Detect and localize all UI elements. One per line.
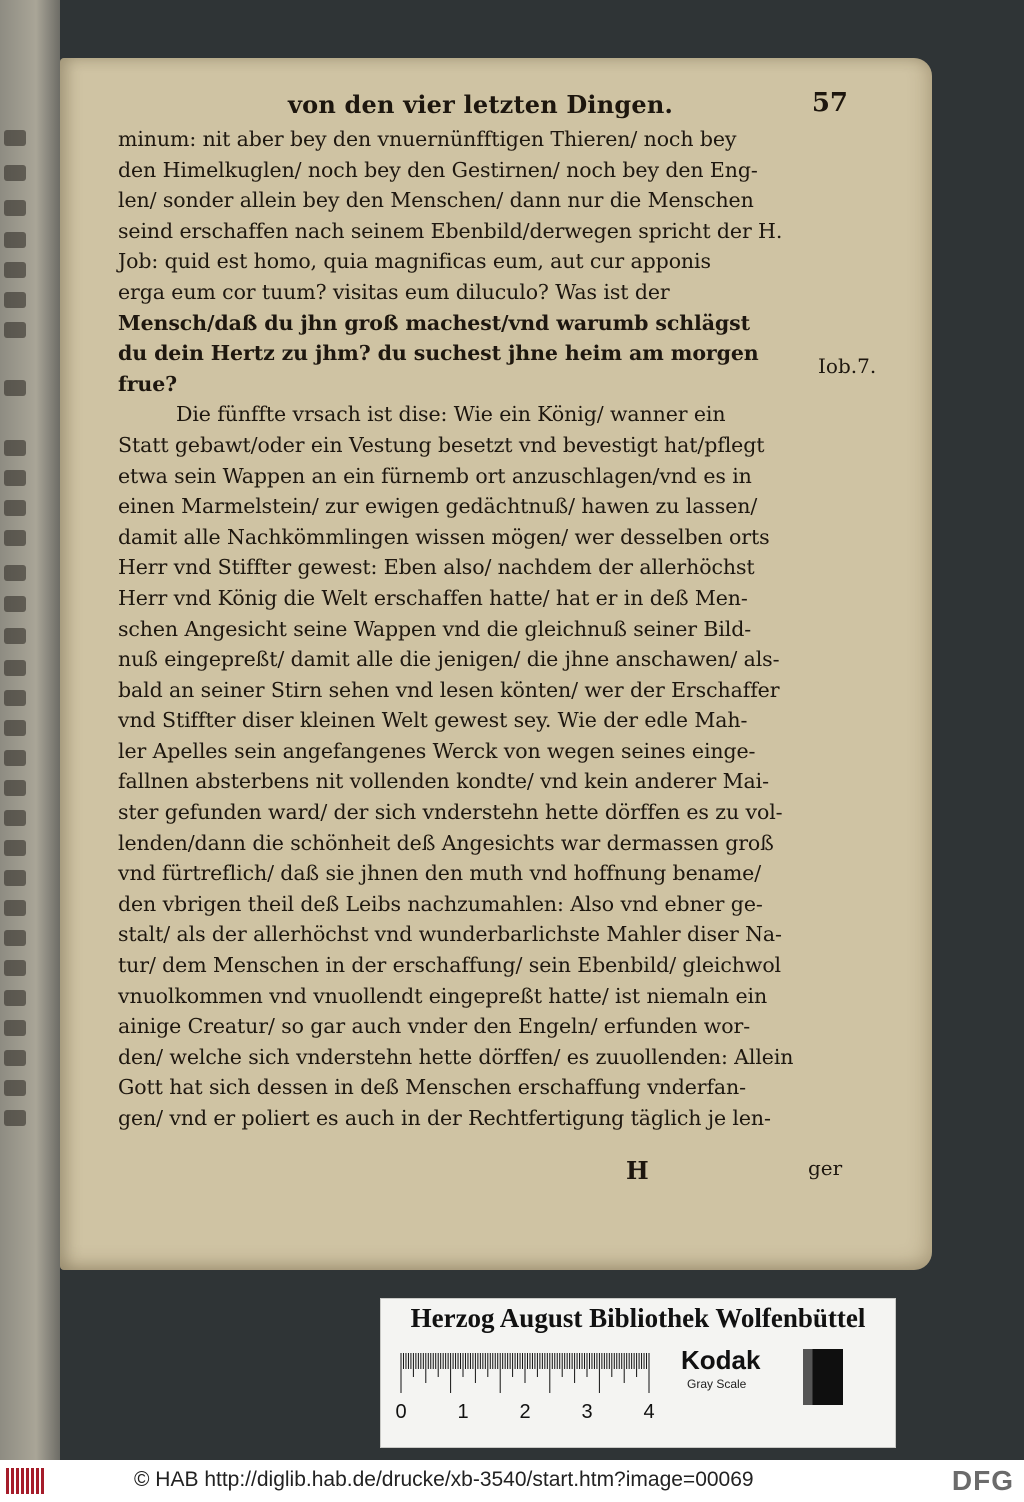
text-line: vnuolkommen vnd vnuollendt eingepreßt hatte/ ist niemaln ein bbox=[118, 983, 768, 1008]
page-number: 57 bbox=[811, 88, 848, 118]
text-line: Herr vnd Stiffter gewest: Eben also/ nachdem der allerhöchst bbox=[118, 555, 755, 580]
text-line: erga eum cor tuum? visitas eum diluculo? Was ist der bbox=[118, 279, 670, 304]
text-line: ainige Creatur/ so gar auch vnder den Engeln/ erfunden wor- bbox=[118, 1014, 751, 1039]
text-line: stalt/ als der allerhöchst vnd wunderbarlichste Mahler diser Na- bbox=[118, 922, 782, 947]
gray-scale-ruler bbox=[391, 1345, 657, 1441]
text-line: tur/ dem Menschen in der erschaffung/ sein Ebenbild/ gleichwol bbox=[118, 953, 782, 978]
scale-number-0: 0 bbox=[395, 1401, 407, 1423]
text-line: lenden/dann die schönheit deß Angesichts war dermassen groß bbox=[118, 830, 774, 855]
gray-patch-swatch bbox=[797, 1349, 849, 1405]
dfg-logo: DFG bbox=[951, 1465, 1014, 1496]
body-text bbox=[118, 124, 838, 1134]
text-line: den/ welche sich vnderstehn hette dörffen/ es zuuollenden: Allein bbox=[118, 1044, 794, 1069]
copyright-url[interactable]: © HAB http://diglib.hab.de/drucke/xb-3540/start.htm?image=00069 bbox=[134, 1468, 754, 1491]
text-line: Herr vnd König die Welt erschaffen hatte/ hat er in deß Men- bbox=[118, 585, 748, 610]
text-line: einen Marmelstein/ zur ewigen gedächtnuß/ hawen zu lassen/ bbox=[118, 494, 758, 519]
text-line: Mensch/daß du jhn groß machest/vnd warumb schlägst bbox=[118, 310, 750, 335]
scale-number-4: 4 bbox=[643, 1401, 655, 1423]
text-line: vnd Stiffter diser kleinen Welt gewest sey. Wie der edle Mah- bbox=[118, 708, 748, 733]
previous-page-margin-glyphs bbox=[0, 0, 60, 1460]
running-head: von den vier letzten Dingen. bbox=[288, 90, 674, 119]
kodak-gray-scale-label: Gray Scale bbox=[687, 1377, 747, 1391]
text-line: vnd fürtreflich/ daß sie jhnen den muth vnd hoffnung bename/ bbox=[118, 861, 762, 886]
text-line: bald an seiner Stirn sehen vnd lesen könten/ wer der Erschaffer bbox=[118, 677, 780, 702]
text-line: Statt gebawt/oder ein Vestung besetzt vnd bevestigt hat/pflegt bbox=[118, 432, 765, 457]
scale-number-2: 2 bbox=[519, 1401, 531, 1423]
text-line: Gott hat sich dessen in deß Menschen erschaffung vnderfan- bbox=[118, 1075, 746, 1100]
text-line: ler Apelles sein angefangenes Werck von wegen seines einge- bbox=[118, 738, 756, 763]
text-line: gen/ vnd er poliert es auch in der Rechtfertigung täglich je len- bbox=[118, 1106, 771, 1130]
text-line: len/ sonder allein bey den Menschen/ dann nur die Menschen bbox=[118, 188, 754, 213]
library-name: Herzog August Bibliothek Wolfenbüttel bbox=[410, 1303, 866, 1333]
page-content bbox=[118, 88, 877, 1185]
text-line: damit alle Nachkömmlingen wissen mögen/ wer desselben orts bbox=[118, 524, 770, 549]
text-line: Die fünffte vrsach ist dise: Wie ein König/ wanner ein bbox=[176, 402, 726, 427]
text-line: nuß eingepreßt/ damit alle die jenigen/ die jhne anschawen/ als- bbox=[118, 647, 780, 672]
signature-mark: H bbox=[626, 1156, 649, 1185]
ruler-ticks bbox=[391, 1345, 657, 1401]
text-line: fallnen absterbens nit vollenden kondte/ vnd kein anderer Mai- bbox=[118, 769, 769, 794]
footer-bar bbox=[0, 1460, 1024, 1502]
text-line: du dein Hertz zu jhm? du suchest jhne heim am morgen bbox=[118, 341, 759, 366]
catchword: ger bbox=[808, 1156, 843, 1180]
text-line: den Himelkuglen/ noch bey den Gestirnen/ noch bey den Eng- bbox=[118, 157, 758, 182]
text-line: seind erschaffen nach seinem Ebenbild/derwegen spricht der H. bbox=[118, 218, 783, 243]
book-page bbox=[60, 58, 932, 1270]
scale-number-1: 1 bbox=[457, 1401, 469, 1423]
library-color-scale-card bbox=[380, 1298, 896, 1448]
margin-note: Iob.7. bbox=[818, 354, 877, 378]
text-line: den vbrigen theil deß Leibs nachzumahlen: Also vnd ebner ge- bbox=[118, 891, 763, 916]
text-line: Job: quid est homo, quia magnificas eum, aut cur apponis bbox=[118, 249, 711, 274]
text-line: ster gefunden ward/ der sich vnderstehn hette dörffen es zu vol- bbox=[118, 800, 783, 825]
text-line: minum: nit aber bey den vnuernünfftigen Thieren/ noch bey bbox=[118, 127, 737, 151]
hab-logo-icon bbox=[6, 1468, 46, 1494]
scale-number-3: 3 bbox=[581, 1401, 593, 1423]
text-line: schen Angesicht seine Wappen vnd die gleichnuß seiner Bild- bbox=[118, 616, 752, 641]
text-line: etwa sein Wappen an ein fürnemb ort anzuschlagen/vnd es in bbox=[118, 463, 752, 488]
page-header bbox=[118, 88, 848, 124]
text-line: frue? bbox=[118, 371, 178, 396]
kodak-logo: Kodak bbox=[681, 1345, 761, 1375]
